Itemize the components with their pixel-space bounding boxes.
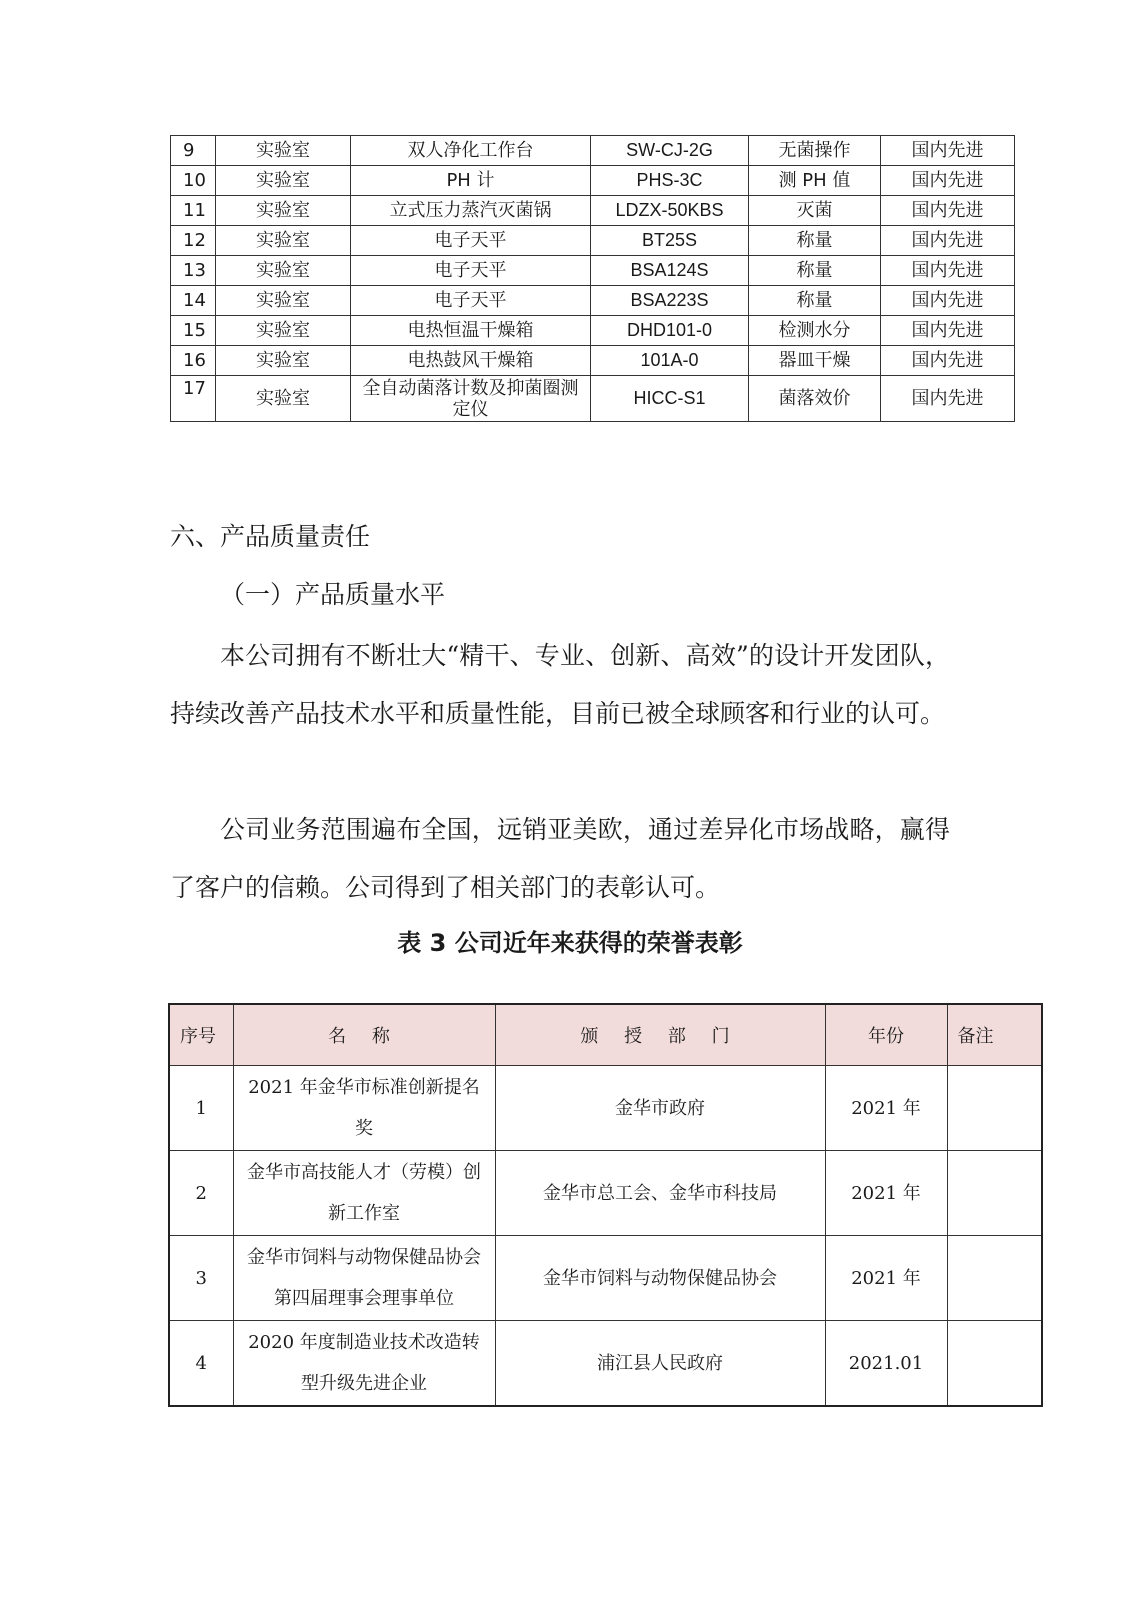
equipment-name-cell: 电子天平 [351, 226, 591, 256]
row-number: 15 [171, 316, 216, 346]
department-cell: 金华市政府 [495, 1066, 825, 1151]
table-row [171, 136, 1015, 166]
table-row [171, 376, 1015, 422]
location-cell: 实验室 [216, 196, 351, 226]
level-cell: 国内先进 [881, 376, 1015, 422]
purpose-cell: 称量 [749, 286, 881, 316]
department-cell: 金华市饲料与动物保健品协会 [495, 1236, 825, 1321]
equipment-name-cell: 立式压力蒸汽灭菌锅 [351, 196, 591, 226]
model-cell: PHS-3C [591, 166, 749, 196]
purpose-cell: 称量 [749, 256, 881, 286]
year-cell: 2021 年 [825, 1066, 947, 1151]
header-name: 名 称 [233, 1004, 495, 1066]
level-cell: 国内先进 [881, 256, 1015, 286]
model-cell: LDZX-50KBS [591, 196, 749, 226]
location-cell: 实验室 [216, 166, 351, 196]
level-cell: 国内先进 [881, 166, 1015, 196]
equipment-name-cell: 双人净化工作台 [351, 136, 591, 166]
department-cell: 浦江县人民政府 [495, 1321, 825, 1407]
model-cell: BT25S [591, 226, 749, 256]
level-cell: 国内先进 [881, 286, 1015, 316]
location-cell: 实验室 [216, 136, 351, 166]
model-cell: HICC-S1 [591, 376, 749, 422]
table-header-row [169, 1004, 1042, 1066]
model-cell: SW-CJ-2G [591, 136, 749, 166]
location-cell: 实验室 [216, 376, 351, 422]
note-cell [947, 1236, 1042, 1321]
honor-name-cell: 2020 年度制造业技术改造转型升级先进企业 [233, 1321, 495, 1407]
table-row [171, 196, 1015, 226]
row-number: 3 [169, 1236, 233, 1321]
purpose-cell: 称量 [749, 226, 881, 256]
equipment-name-cell: PH 计 [351, 166, 591, 196]
purpose-cell: 无菌操作 [749, 136, 881, 166]
table-row [171, 286, 1015, 316]
row-number: 12 [171, 226, 216, 256]
model-cell: BSA124S [591, 256, 749, 286]
paragraph-business: 公司业务范围遍布全国，远销亚美欧，通过差异化市场战略，赢得了客户的信赖。公司得到了相关部门的表彰认可。 [170, 815, 950, 902]
level-cell: 国内先进 [881, 136, 1015, 166]
row-number: 16 [171, 346, 216, 376]
table-row [171, 226, 1015, 256]
year-cell: 2021 年 [825, 1151, 947, 1236]
equipment-name-cell: 电子天平 [351, 286, 591, 316]
section-subheading: （一）产品质量水平 [220, 580, 446, 609]
row-number: 14 [171, 286, 216, 316]
row-number: 10 [171, 166, 216, 196]
purpose-cell: 灭菌 [749, 196, 881, 226]
table-row [169, 1236, 1042, 1321]
row-number: 1 [169, 1066, 233, 1151]
level-cell: 国内先进 [881, 196, 1015, 226]
note-cell [947, 1151, 1042, 1236]
location-cell: 实验室 [216, 286, 351, 316]
equipment-name-cell: 电热恒温干燥箱 [351, 316, 591, 346]
model-cell: BSA223S [591, 286, 749, 316]
department-cell: 金华市总工会、金华市科技局 [495, 1151, 825, 1236]
header-number: 序号 [169, 1004, 233, 1066]
header-year: 年份 [825, 1004, 947, 1066]
purpose-cell: 菌落效价 [749, 376, 881, 422]
note-cell [947, 1066, 1042, 1151]
section-heading: 六、产品质量责任 [170, 522, 371, 551]
table-row [169, 1066, 1042, 1151]
table-row [171, 256, 1015, 286]
equipment-name-cell: 电热鼓风干燥箱 [351, 346, 591, 376]
header-note: 备注 [947, 1004, 1042, 1066]
model-cell: 101A-0 [591, 346, 749, 376]
model-cell: DHD101-0 [591, 316, 749, 346]
table-row [169, 1151, 1042, 1236]
location-cell: 实验室 [216, 316, 351, 346]
location-cell: 实验室 [216, 256, 351, 286]
purpose-cell: 检测水分 [749, 316, 881, 346]
year-cell: 2021 年 [825, 1236, 947, 1321]
equipment-table [170, 135, 1015, 422]
honor-name-cell: 2021 年金华市标准创新提名奖 [233, 1066, 495, 1151]
purpose-cell: 器皿干燥 [749, 346, 881, 376]
note-cell [947, 1321, 1042, 1407]
row-number: 4 [169, 1321, 233, 1407]
honor-name-cell: 金华市饲料与动物保健品协会第四届理事会理事单位 [233, 1236, 495, 1321]
header-department: 颁 授 部 门 [495, 1004, 825, 1066]
table-caption: 表 3 公司近年来获得的荣誉表彰 [397, 929, 743, 957]
level-cell: 国内先进 [881, 316, 1015, 346]
row-number: 13 [171, 256, 216, 286]
location-cell: 实验室 [216, 346, 351, 376]
row-number: 17 [171, 376, 216, 422]
equipment-name-cell: 全自动菌落计数及抑菌圈测定仪 [351, 376, 591, 422]
honors-table [168, 1003, 1043, 1407]
honor-name-cell: 金华市高技能人才（劳模）创新工作室 [233, 1151, 495, 1236]
row-number: 11 [171, 196, 216, 226]
year-cell: 2021.01 [825, 1321, 947, 1407]
row-number: 2 [169, 1151, 233, 1236]
table-row [169, 1321, 1042, 1407]
row-number: 9 [171, 136, 216, 166]
purpose-cell: 测 PH 值 [749, 166, 881, 196]
table-row [171, 166, 1015, 196]
table-row [171, 346, 1015, 376]
level-cell: 国内先进 [881, 226, 1015, 256]
table-row [171, 316, 1015, 346]
equipment-name-cell: 电子天平 [351, 256, 591, 286]
paragraph-quality: 本公司拥有不断壮大“精干、专业、创新、高效”的设计开发团队，持续改善产品技术水平和质量性能，目前已被全球顾客和行业的认可。 [170, 641, 950, 728]
level-cell: 国内先进 [881, 346, 1015, 376]
location-cell: 实验室 [216, 226, 351, 256]
